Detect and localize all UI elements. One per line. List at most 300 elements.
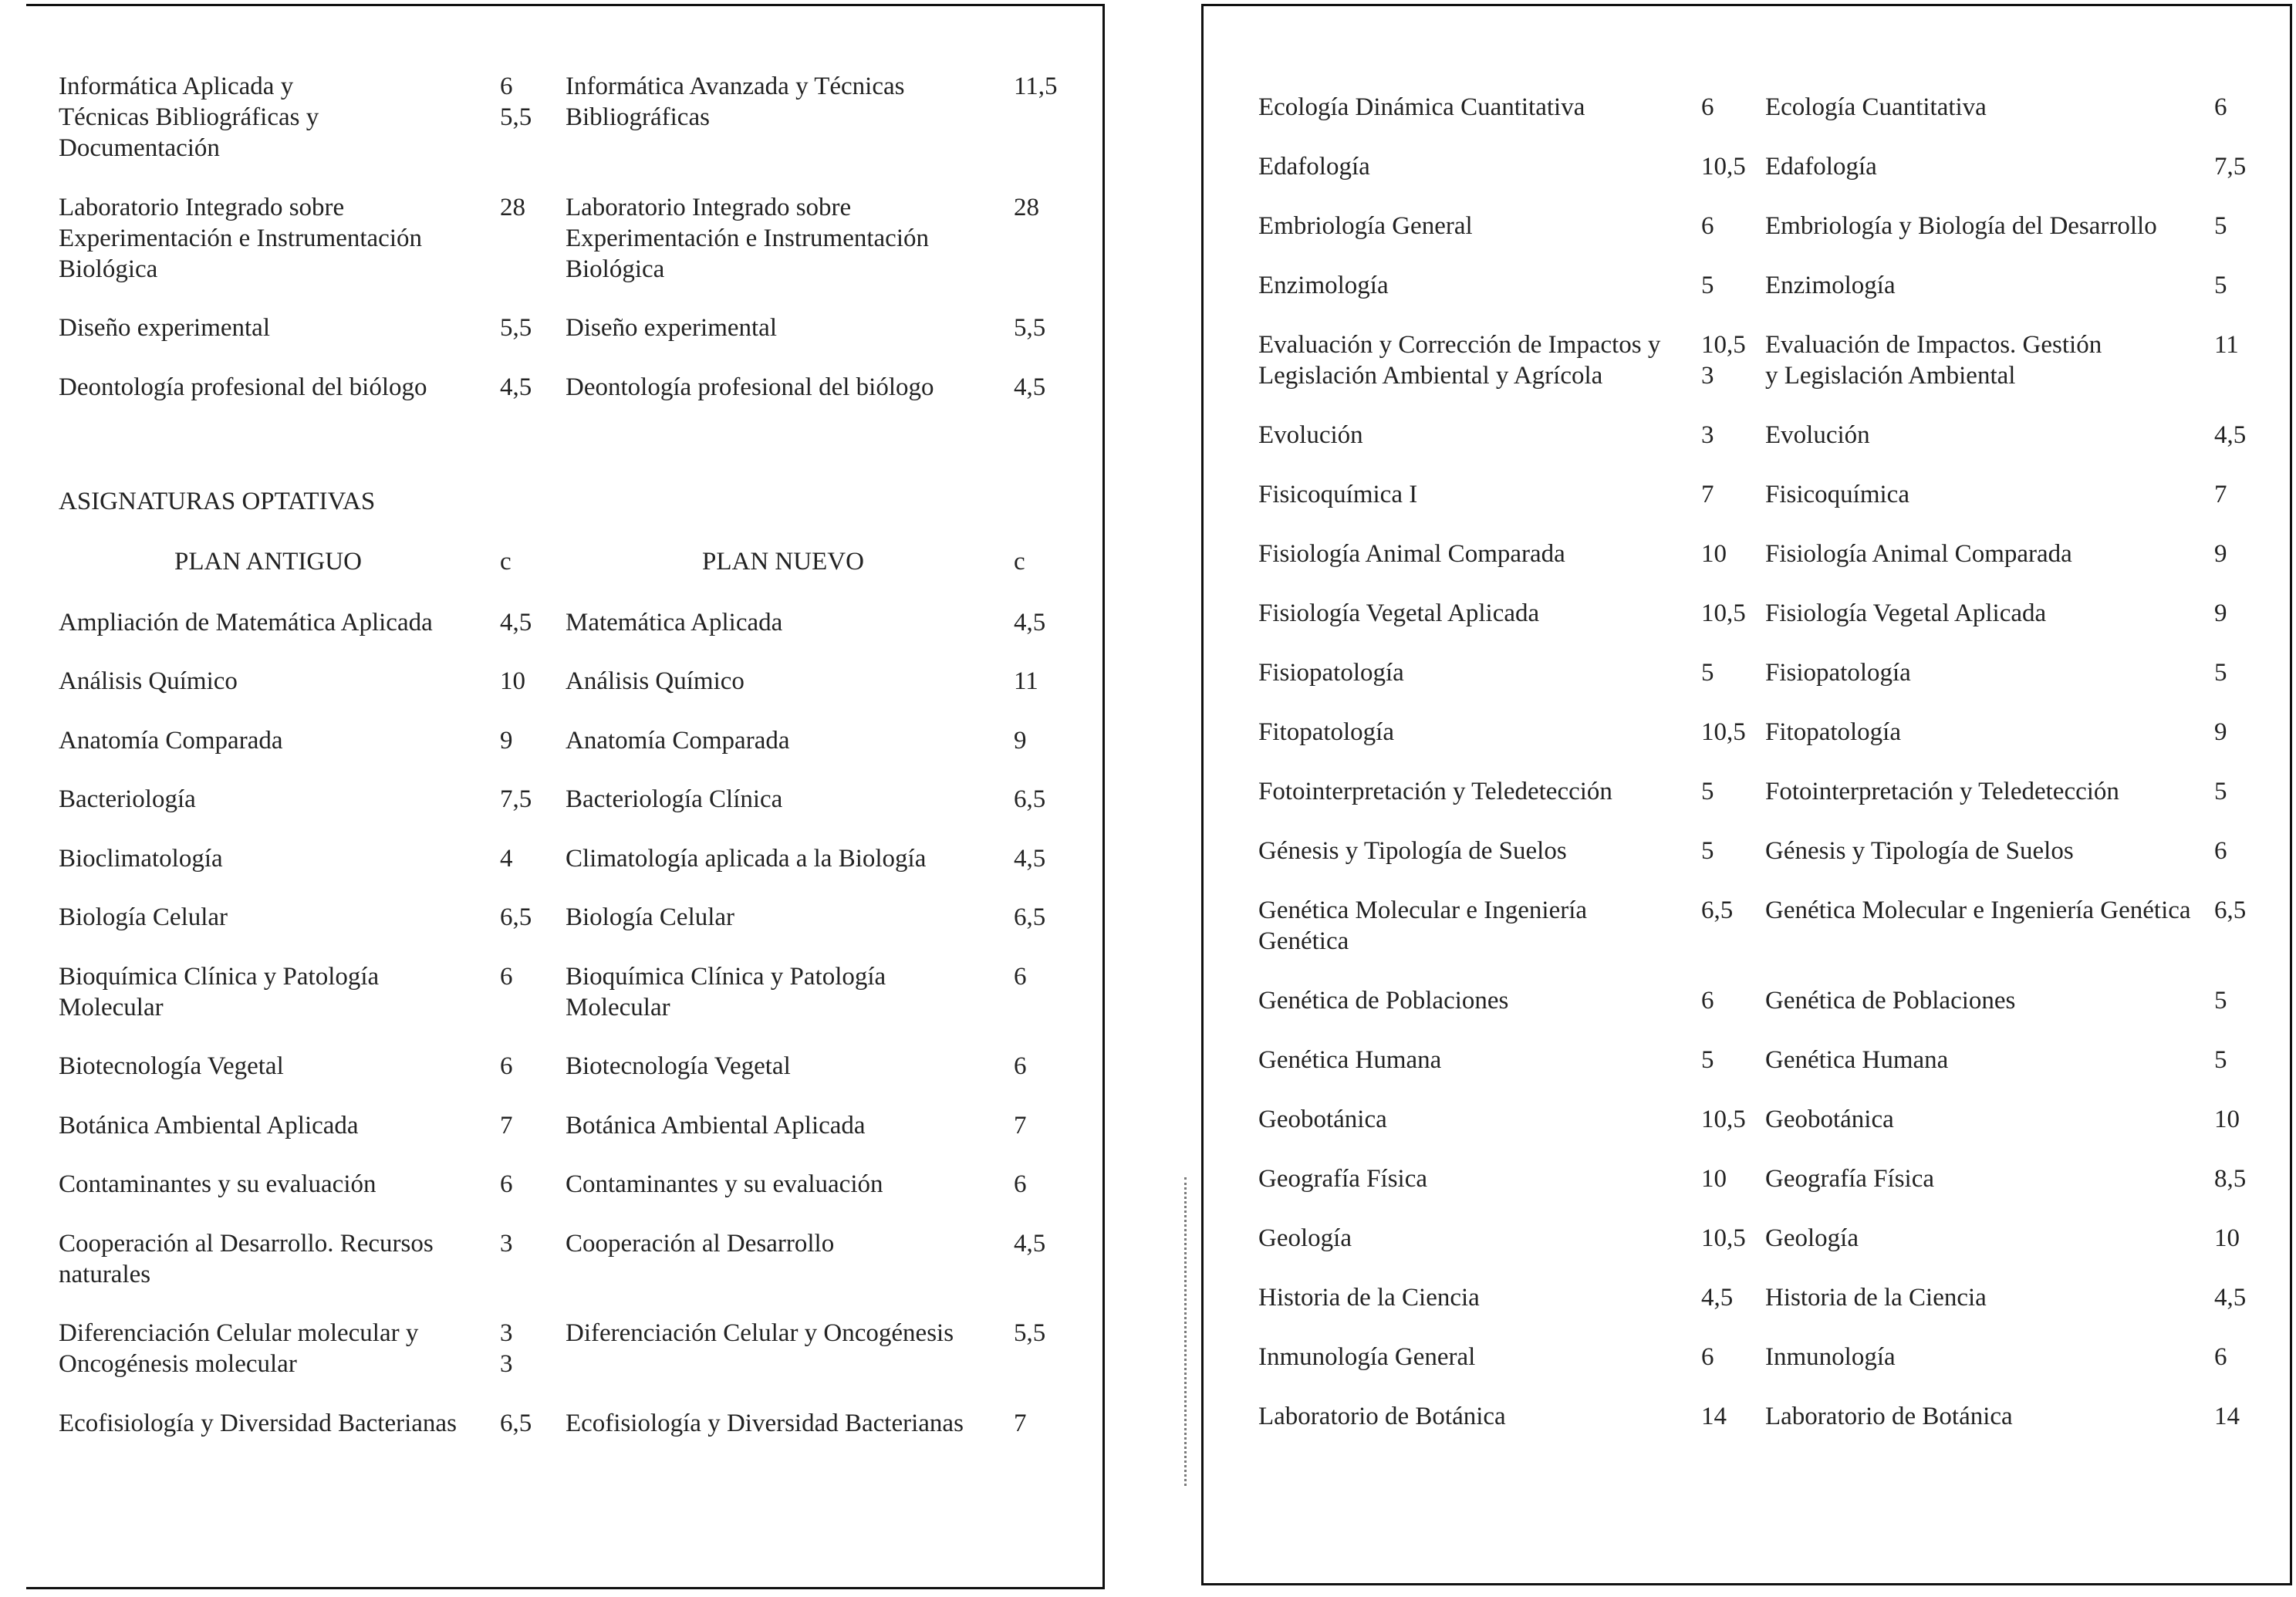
new-subject-line: Laboratorio Integrado sobre: [566, 193, 852, 221]
old-credits-value: 3: [500, 1319, 513, 1347]
old-credits-value: 7: [500, 1111, 513, 1140]
old-plan-credits: [500, 784, 566, 815]
new-credits-value: 7: [1014, 1111, 1027, 1140]
old-subject-line: Biología Celular: [59, 903, 228, 931]
new-credits-value: 5: [2214, 272, 2227, 299]
new-plan-subject: [1765, 1045, 2214, 1075]
old-plan-credits: [1701, 717, 1765, 748]
old-plan-credits: [500, 372, 566, 403]
old-plan-subject: [59, 372, 500, 403]
old-credits-value: 3: [1701, 362, 1714, 390]
old-subject-line: Bacteriología: [59, 785, 196, 813]
new-credits-value: 11,5: [1014, 73, 1058, 100]
new-credits-value: 4,5: [1014, 373, 1046, 401]
old-plan-credits: [500, 607, 566, 638]
new-subject-line: Fitopatología: [1765, 718, 1901, 746]
new-subject-line: Diferenciación Celular y Oncogénesis: [566, 1319, 954, 1347]
new-subject-line: Biológica: [566, 255, 665, 283]
old-credits-value: 7: [1701, 481, 1714, 508]
new-subject-line: Ecología Cuantitativa: [1765, 93, 1987, 121]
new-credits-value: 4,5: [1014, 608, 1046, 636]
old-subject-line: Inmunología General: [1258, 1343, 1476, 1371]
old-credits-value: 5,5: [500, 314, 532, 342]
new-plan-subject: [1765, 92, 2214, 123]
old-credits-value: 6: [500, 73, 513, 100]
old-plan-credits: [500, 312, 566, 343]
old-plan-subject: [1258, 985, 1701, 1016]
old-credits-value: 10,5: [1701, 1224, 1746, 1252]
old-subject-line: Geografía Física: [1258, 1165, 1427, 1193]
old-plan-subject: [59, 961, 500, 1023]
old-subject-line: Biotecnología Vegetal: [59, 1052, 284, 1080]
old-plan-subject: [1258, 717, 1701, 748]
new-plan-credits: [1014, 784, 1102, 815]
new-plan-credits: [2214, 1045, 2290, 1075]
section-title: ASIGNATURAS OPTATIVAS: [59, 488, 376, 515]
new-plan-subject: [1765, 717, 2214, 748]
old-plan-subject: [1258, 1045, 1701, 1075]
new-credits-value: 9: [2214, 718, 2227, 746]
new-credits-value: 14: [2214, 1403, 2240, 1430]
new-credits-value: 6: [2214, 837, 2227, 865]
old-subject-line: Análisis Químico: [59, 667, 238, 695]
old-plan-subject: [59, 666, 500, 697]
new-plan-credits: [2214, 1163, 2290, 1194]
new-credits-value: 6: [1014, 1052, 1027, 1080]
old-subject-line: Laboratorio Integrado sobre: [59, 193, 345, 221]
old-credits-value: 6: [1701, 93, 1714, 121]
new-plan-subject: [566, 666, 1014, 697]
new-credits-value: 9: [2214, 540, 2227, 568]
old-plan-credits: [500, 725, 566, 756]
old-subject-line: Fisiología Vegetal Aplicada: [1258, 599, 1540, 627]
subject-row: [59, 312, 1102, 372]
new-plan-credits: [1014, 843, 1102, 874]
new-subject-line: Experimentación e Instrumentación: [566, 224, 929, 252]
new-plan-subject: [1765, 420, 2214, 451]
new-plan-credits: [1014, 607, 1102, 638]
new-subject-line: Fisiología Vegetal Aplicada: [1765, 599, 2047, 627]
subject-row: [1258, 1104, 2290, 1163]
old-subject-line: Laboratorio de Botánica: [1258, 1403, 1506, 1430]
new-plan-subject: [566, 312, 1014, 343]
old-subject-line: Evaluación y Corrección de Impactos y: [1258, 331, 1661, 359]
new-subject-line: Biología Celular: [566, 903, 735, 931]
old-plan-subject: [1258, 151, 1701, 182]
old-subject-line: Evolución: [1258, 421, 1363, 449]
old-credits-value: 10,5: [1701, 718, 1746, 746]
new-plan-credits: [2214, 895, 2290, 957]
new-subject-line: y Legislación Ambiental: [1765, 362, 2016, 390]
subject-row: [1258, 420, 2290, 479]
subject-row: [1258, 1223, 2290, 1282]
new-plan-credits: [1014, 1110, 1102, 1141]
new-plan-subject: [566, 961, 1014, 1023]
new-plan-credits: [1014, 725, 1102, 756]
new-credits-value: 5: [2214, 987, 2227, 1015]
old-credits-value: 3: [500, 1350, 513, 1378]
new-credits-value: 7,5: [2214, 153, 2247, 181]
old-plan-subject: [1258, 420, 1701, 451]
old-plan-header: PLAN ANTIGUO: [174, 548, 362, 576]
subject-row: [1258, 985, 2290, 1045]
new-subject-line: Historia de la Ciencia: [1765, 1284, 1987, 1312]
old-subject-line: Documentación: [59, 134, 220, 162]
new-subject-line: Bioquímica Clínica y Patología: [566, 962, 886, 991]
subject-row: [59, 725, 1102, 785]
old-credits-value: 10,5: [1701, 153, 1746, 181]
new-plan-credits: [1014, 1318, 1102, 1379]
old-credits-value: 4,5: [500, 608, 532, 636]
old-plan-subject: [1258, 836, 1701, 866]
old-subject-line: Fisiología Animal Comparada: [1258, 540, 1565, 568]
new-credits-value: 11: [1014, 667, 1038, 695]
old-subject-line: Anatomía Comparada: [59, 726, 283, 755]
subject-row: [59, 372, 1102, 431]
old-credits-header: c: [500, 548, 512, 576]
old-subject-line: Informática Aplicada y: [59, 73, 294, 100]
old-credits-value: 6: [500, 1170, 513, 1198]
new-credits-value: 9: [1014, 726, 1027, 755]
new-plan-subject: [566, 784, 1014, 815]
old-plan-credits: [1701, 1342, 1765, 1372]
new-subject-line: Embriología y Biología del Desarrollo: [1765, 212, 2157, 240]
old-plan-credits: [1701, 1223, 1765, 1254]
new-plan-subject: [566, 1110, 1014, 1141]
old-plan-subject: [1258, 1282, 1701, 1313]
old-plan-subject: [59, 1110, 500, 1141]
old-plan-subject: [1258, 1401, 1701, 1432]
new-subject-line: Molecular: [566, 993, 670, 1021]
old-plan-subject: [59, 607, 500, 638]
new-subject-line: Geobotánica: [1765, 1106, 1894, 1133]
old-credits-value: 4,5: [1701, 1284, 1734, 1312]
new-plan-subject: [1765, 895, 2214, 957]
old-credits-value: 6,5: [1701, 896, 1734, 924]
old-plan-subject: [1258, 270, 1701, 301]
old-plan-credits: [500, 192, 566, 285]
old-plan-credits: [1701, 657, 1765, 688]
old-credits-value: 6: [1701, 212, 1714, 240]
old-plan-credits: [500, 1318, 566, 1379]
new-subject-line: Fisicoquímica: [1765, 481, 1909, 508]
old-credits-value: 5: [1701, 272, 1714, 299]
old-plan-subject: [1258, 1104, 1701, 1135]
old-plan-subject: [59, 1408, 500, 1439]
old-plan-subject: [1258, 1163, 1701, 1194]
subject-row: [1258, 1163, 2290, 1223]
old-subject-line: Molecular: [59, 993, 164, 1021]
subject-row: [59, 1051, 1102, 1110]
old-subject-line: Ampliación de Matemática Aplicada: [59, 608, 433, 636]
new-subject-line: Evolución: [1765, 421, 1870, 449]
old-plan-credits: [1701, 1104, 1765, 1135]
new-plan-subject: [1765, 151, 2214, 182]
new-credits-header: c: [1014, 548, 1025, 576]
old-plan-credits: [1701, 92, 1765, 123]
new-plan-subject: [1765, 329, 2214, 391]
subject-row: [1258, 836, 2290, 895]
new-plan-subject: [566, 372, 1014, 403]
subject-row: [59, 1110, 1102, 1170]
new-plan-credits: [2214, 598, 2290, 629]
old-plan-subject: [59, 312, 500, 343]
optional-subjects-table: [59, 607, 1102, 1467]
old-plan-credits: [500, 1228, 566, 1290]
left-page: [26, 4, 1105, 1589]
old-plan-credits: [1701, 420, 1765, 451]
new-plan-subject: [1765, 479, 2214, 510]
new-credits-value: 6: [2214, 93, 2227, 121]
new-credits-value: 4,5: [1014, 844, 1046, 873]
new-plan-credits: [1014, 902, 1102, 933]
new-subject-line: Genética Humana: [1765, 1046, 1949, 1074]
new-plan-credits: [2214, 420, 2290, 451]
new-plan-credits: [2214, 657, 2290, 688]
old-subject-line: Fotointerpretación y Teledetección: [1258, 778, 1612, 805]
new-subject-line: Fotointerpretación y Teledetección: [1765, 778, 2119, 805]
old-credits-value: 6: [500, 1052, 513, 1080]
old-subject-line: naturales: [59, 1260, 151, 1288]
old-credits-value: 5: [1701, 659, 1714, 687]
new-credits-value: 6,5: [1014, 785, 1046, 813]
table-header: [59, 546, 1102, 607]
old-plan-subject: [1258, 1342, 1701, 1372]
subject-row: [59, 666, 1102, 725]
old-credits-value: 7,5: [500, 785, 532, 813]
old-credits-value: 4,5: [500, 373, 532, 401]
scan-dotted-mark: [1184, 1177, 1187, 1486]
new-subject-line: Génesis y Tipología de Suelos: [1765, 837, 2074, 865]
old-plan-credits: [1701, 1163, 1765, 1194]
old-plan-credits: [500, 1169, 566, 1200]
old-credits-value: 14: [1701, 1403, 1727, 1430]
new-plan-subject: [566, 607, 1014, 638]
old-subject-line: Genética Humana: [1258, 1046, 1442, 1074]
subject-row: [1258, 717, 2290, 776]
new-plan-subject: [1765, 539, 2214, 569]
old-plan-credits: [500, 666, 566, 697]
new-subject-line: Climatología aplicada a la Biología: [566, 844, 927, 873]
old-credits-value: 10: [500, 667, 525, 695]
subject-row: [1258, 657, 2290, 717]
new-credits-value: 10: [2214, 1224, 2240, 1252]
old-plan-subject: [59, 1318, 500, 1379]
old-credits-value: 5: [1701, 1046, 1714, 1074]
subject-row: [1258, 479, 2290, 539]
new-plan-subject: [566, 1318, 1014, 1379]
old-subject-line: Ecofisiología y Diversidad Bacterianas: [59, 1409, 457, 1437]
new-credits-value: 4,5: [2214, 1284, 2247, 1312]
new-plan-credits: [2214, 92, 2290, 123]
continuation-table: [59, 71, 1102, 430]
old-plan-credits: [1701, 895, 1765, 957]
subject-row: [59, 607, 1102, 667]
subject-row: [59, 1169, 1102, 1228]
old-plan-subject: [59, 843, 500, 874]
subject-row: [59, 1228, 1102, 1318]
new-plan-subject: [1765, 1401, 2214, 1432]
old-plan-credits: [1701, 1282, 1765, 1313]
new-credits-value: 5: [2214, 212, 2227, 240]
new-plan-credits: [2214, 270, 2290, 301]
old-subject-line: Genética de Poblaciones: [1258, 987, 1509, 1015]
new-plan-subject: [1765, 598, 2214, 629]
old-subject-line: Deontología profesional del biólogo: [59, 373, 427, 401]
new-plan-credits: [2214, 1104, 2290, 1135]
subject-row: [1258, 329, 2290, 420]
old-plan-credits: [1701, 985, 1765, 1016]
new-credits-value: 28: [1014, 193, 1039, 221]
old-subject-line: Fisiopatología: [1258, 659, 1404, 687]
old-subject-line: Embriología General: [1258, 212, 1473, 240]
new-plan-subject: [1765, 657, 2214, 688]
old-plan-credits: [1701, 598, 1765, 629]
new-credits-value: 9: [2214, 599, 2227, 627]
old-plan-credits: [500, 902, 566, 933]
new-plan-subject: [1765, 1342, 2214, 1372]
new-subject-line: Bibliográficas: [566, 103, 710, 131]
old-credits-value: 6,5: [500, 1409, 532, 1437]
new-subject-line: Anatomía Comparada: [566, 726, 790, 755]
old-plan-subject: [1258, 539, 1701, 569]
old-plan-subject: [1258, 211, 1701, 241]
old-credits-value: 3: [1701, 421, 1714, 449]
old-credits-value: 3: [500, 1229, 513, 1258]
new-credits-value: 4,5: [1014, 1229, 1046, 1258]
old-plan-subject: [1258, 479, 1701, 510]
old-plan-credits: [1701, 1401, 1765, 1432]
subject-row: [59, 71, 1102, 192]
new-credits-value: 5: [2214, 659, 2227, 687]
old-credits-value: 10,5: [1701, 1106, 1746, 1133]
new-plan-header: PLAN NUEVO: [702, 548, 864, 576]
old-plan-subject: [59, 192, 500, 285]
old-credits-value: 6: [1701, 1343, 1714, 1371]
new-plan-subject: [1765, 270, 2214, 301]
old-credits-value: 4: [500, 844, 513, 873]
old-plan-subject: [59, 784, 500, 815]
new-credits-value: 7: [1014, 1409, 1027, 1437]
new-plan-subject: [1765, 1104, 2214, 1135]
old-credits-value: 10: [1701, 1165, 1727, 1193]
new-subject-line: Matemática Aplicada: [566, 608, 783, 636]
subject-row: [59, 843, 1102, 903]
old-plan-credits: [1701, 211, 1765, 241]
old-plan-subject: [1258, 598, 1701, 629]
new-credits-value: 5: [2214, 1046, 2227, 1074]
new-plan-subject: [1765, 836, 2214, 866]
subject-row: [59, 902, 1102, 961]
old-plan-subject: [1258, 895, 1701, 957]
subject-row: [1258, 151, 2290, 211]
old-credits-value: 10: [1701, 540, 1727, 568]
old-credits-value: 5,5: [500, 103, 532, 131]
old-subject-line: Cooperación al Desarrollo. Recursos: [59, 1229, 434, 1258]
subject-row: [59, 1318, 1102, 1408]
subject-row: [1258, 270, 2290, 329]
old-plan-credits: [500, 1051, 566, 1082]
new-credits-value: 11: [2214, 331, 2239, 359]
new-credits-value: 6,5: [1014, 903, 1046, 931]
old-plan-subject: [59, 1051, 500, 1082]
old-plan-credits: [500, 843, 566, 874]
new-plan-credits: [2214, 1401, 2290, 1432]
new-subject-line: Laboratorio de Botánica: [1765, 1403, 2013, 1430]
old-subject-line: Oncogénesis molecular: [59, 1350, 297, 1378]
new-plan-credits: [2214, 985, 2290, 1016]
old-credits-value: 6: [1701, 987, 1714, 1015]
new-plan-credits: [2214, 539, 2290, 569]
new-credits-value: 6: [1014, 962, 1027, 991]
new-credits-value: 6,5: [2214, 896, 2247, 924]
old-credits-value: 5: [1701, 778, 1714, 805]
new-credits-value: 5,5: [1014, 1319, 1046, 1347]
new-plan-subject: [1765, 985, 2214, 1016]
subject-row: [1258, 1282, 2290, 1342]
new-subject-line: Bacteriología Clínica: [566, 785, 783, 813]
new-subject-line: Contaminantes y su evaluación: [566, 1170, 883, 1198]
subject-row: [1258, 1342, 2290, 1401]
old-subject-line: Genética: [1258, 927, 1349, 955]
old-subject-line: Fitopatología: [1258, 718, 1394, 746]
old-credits-value: 6,5: [500, 903, 532, 931]
old-plan-subject: [59, 1169, 500, 1200]
new-plan-credits: [2214, 1223, 2290, 1254]
subject-row: [1258, 895, 2290, 985]
new-subject-line: Edafología: [1765, 153, 1877, 181]
old-plan-credits: [1701, 329, 1765, 391]
old-plan-credits: [1701, 151, 1765, 182]
old-subject-line: Bioquímica Clínica y Patología: [59, 962, 380, 991]
new-plan-credits: [1014, 71, 1102, 164]
right-page: [1201, 4, 2292, 1585]
old-plan-credits: [1701, 776, 1765, 807]
old-subject-line: Bioclimatología: [59, 844, 223, 873]
old-subject-line: Genética Molecular e Ingeniería: [1258, 896, 1588, 924]
subject-row: [1258, 211, 2290, 270]
new-plan-subject: [1765, 1223, 2214, 1254]
old-credits-value: 10,5: [1701, 599, 1746, 627]
old-plan-subject: [59, 1228, 500, 1290]
old-subject-line: Botánica Ambiental Aplicada: [59, 1111, 359, 1140]
new-subject-line: Cooperación al Desarrollo: [566, 1229, 835, 1258]
old-subject-line: Geología: [1258, 1224, 1352, 1252]
subject-row: [59, 961, 1102, 1052]
old-credits-value: 6: [500, 962, 513, 991]
new-subject-line: Geografía Física: [1765, 1165, 1934, 1193]
old-plan-subject: [1258, 92, 1701, 123]
new-subject-line: Inmunología: [1765, 1343, 1896, 1371]
new-credits-value: 6: [1014, 1170, 1027, 1198]
new-credits-value: 4,5: [2214, 421, 2247, 449]
new-plan-subject: [566, 1169, 1014, 1200]
new-plan-subject: [566, 843, 1014, 874]
new-plan-credits: [1014, 192, 1102, 285]
new-subject-line: Diseño experimental: [566, 314, 777, 342]
new-subject-line: Enzimología: [1765, 272, 1896, 299]
new-subject-line: Análisis Químico: [566, 667, 745, 695]
new-plan-credits: [2214, 151, 2290, 182]
subject-row: [1258, 776, 2290, 836]
old-plan-credits: [500, 1110, 566, 1141]
subject-row: [59, 192, 1102, 313]
new-plan-subject: [566, 1408, 1014, 1439]
new-subject-line: Botánica Ambiental Aplicada: [566, 1111, 866, 1140]
old-subject-line: Ecología Dinámica Cuantitativa: [1258, 93, 1585, 121]
subject-row: [1258, 598, 2290, 657]
subject-row: [1258, 92, 2290, 151]
